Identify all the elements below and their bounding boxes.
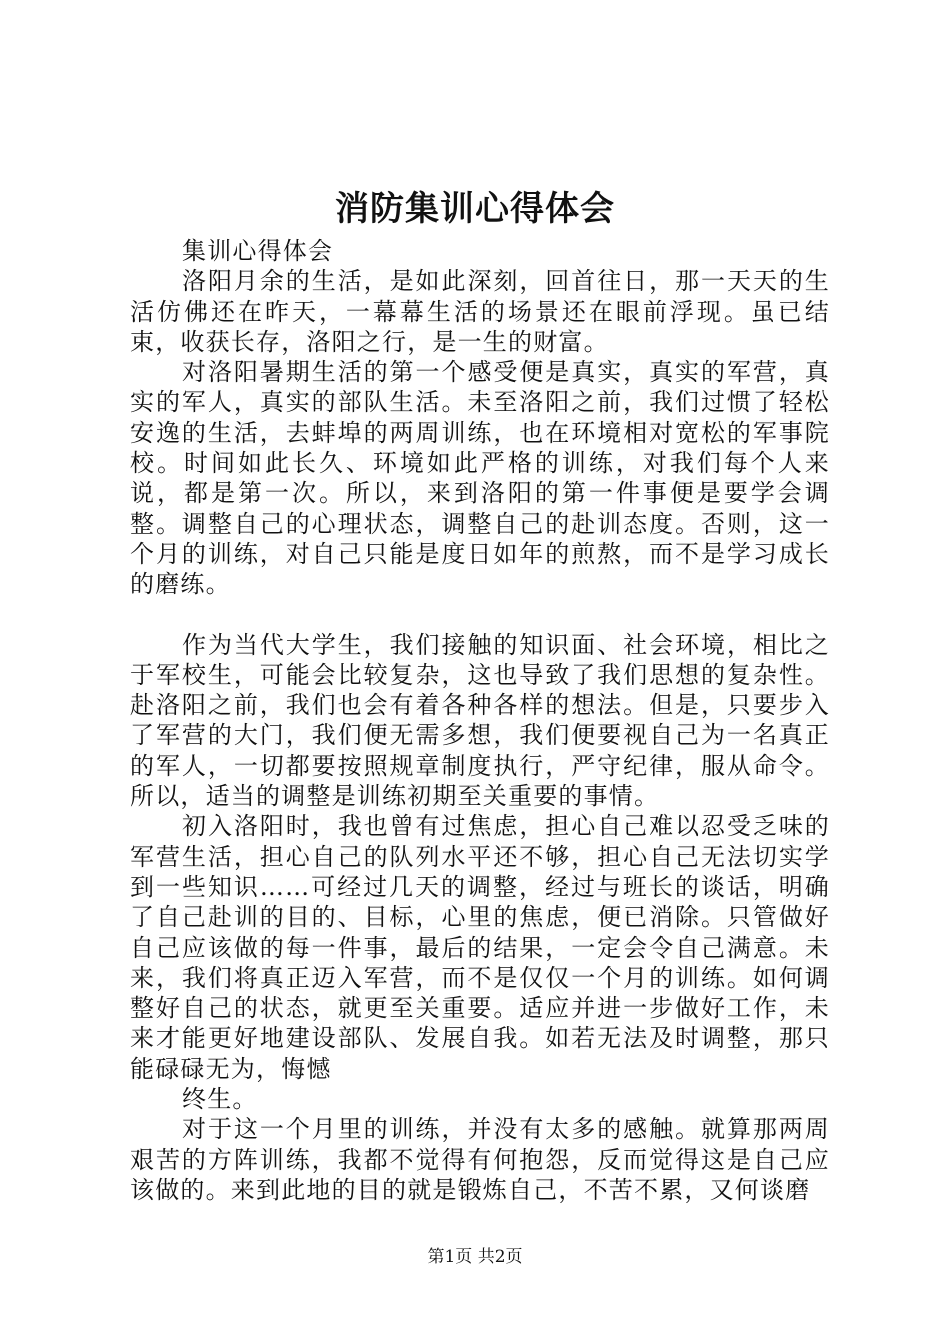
paragraph: 作为当代大学生，我们接触的知识面、社会环境，相比之于军校生，可能会比较复杂，这也导致了我们思想的复杂性。赴洛阳之前，我们也会有着各种各样的想法。但是，只要步入了军营的大门，我们便无需多想，我们便要视自己为一名真正的军人，一切都要按照规章制度执行，严守纪律，服从命令。所以，适当的调整是训练初期至关重要的事情。: [130, 630, 830, 811]
document-body: [130, 236, 830, 1205]
paragraph: 对于这一个月里的训练，并没有太多的感触。就算那两周艰苦的方阵训练，我都不觉得有何抱怨，反而觉得这是自己应该做的。来到此地的目的就是锻炼自己，不苦不累，又何谈磨: [130, 1115, 830, 1204]
page-footer: 第1页 共2页: [427, 1247, 523, 1267]
paragraph: 终生。: [182, 1085, 258, 1114]
document-title: 消防集训心得体会: [335, 189, 615, 229]
paragraph: 初入洛阳时，我也曾有过焦虑，担心自己难以忍受乏味的军营生活，担心自己的队列水平还不够，担心自己无法切实学到一些知识……可经过几天的调整，经过与班长的谈话，明确了自己赴训的目的、目标，心里的焦虑，便已消除。只管做好自己应该做的每一件事，最后的结果，一定会令自己满意。未来，我们将真正迈入军营，而不是仅仅一个月的训练。如何调整好自己的状态，就更至关重要。适应并进一步做好工作，未来才能更好地建设部队、发展自我。如若无法及时调整，那只能碌碌无为，悔憾: [130, 812, 830, 1083]
paragraph-subtitle: 集训心得体会: [182, 237, 334, 265]
paragraph-spacer: [130, 600, 830, 630]
paragraph: 对洛阳暑期生活的第一个感受便是真实，真实的军营，真实的军人，真实的部队生活。未至洛阳之前，我们过惯了轻松安逸的生活，去蚌埠的两周训练，也在环境相对宽松的军事院校。时间如此长久、环境如此严格的训练，对我们每个人来说，都是第一次。所以，来到洛阳的第一件事便是要学会调整。调整自己的心理状态，调整自己的赴训态度。否则，这一个月的训练，对自己只能是度日如年的煎熬，而不是学习成长的磨练。: [130, 358, 830, 599]
paragraph: 洛阳月余的生活，是如此深刻，回首往日，那一天天的生活仿佛还在昨天，一幕幕生活的场景还在眼前浮现。虽已结束，收获长存，洛阳之行，是一生的财富。: [130, 267, 830, 356]
